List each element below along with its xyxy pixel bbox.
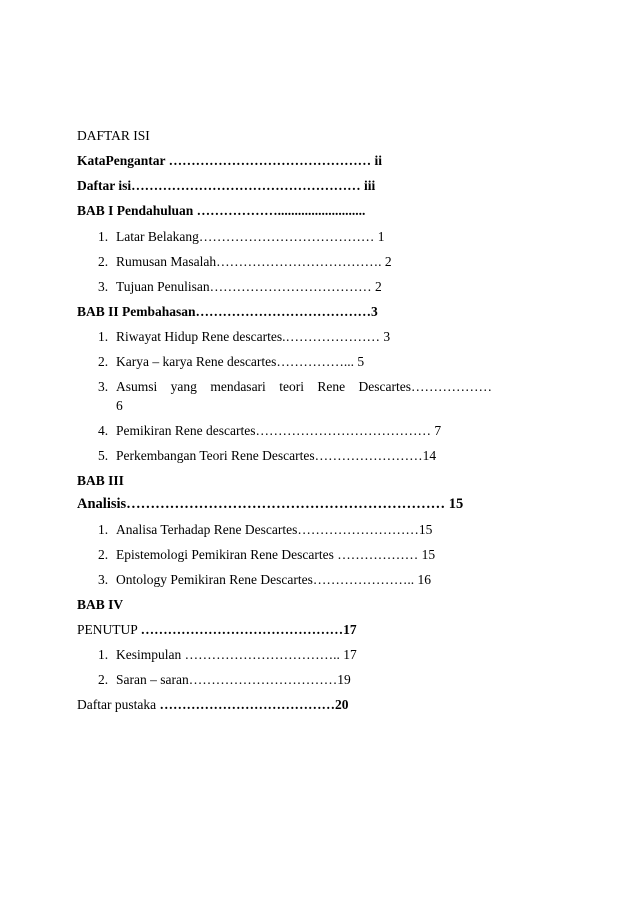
toc-entry-leader: …………………………………20	[159, 697, 349, 712]
toc-subentry-text: Pemikiran Rene descartes………………………………… 7	[116, 423, 442, 438]
toc-subentry-text: Perkembangan Teori Rene Descartes……………………14	[116, 448, 437, 463]
toc-subentry-text: Latar Belakang………………………………… 1	[116, 229, 385, 244]
toc-subentry-number: 2.	[98, 254, 109, 269]
toc-entry-kata-pengantar: KataPengantar ……………………………………… ii	[77, 153, 382, 168]
toc-subentry-text: Kesimpulan …………………………….. 17	[116, 647, 357, 662]
toc-subentry-text: Tujuan Penulisan……………………………… 2	[116, 279, 382, 294]
toc-subentry-number: 1.	[98, 329, 109, 344]
toc-subentry-number: 2.	[98, 354, 109, 369]
toc-subentry	[98, 378, 116, 396]
toc-subentry-number: 4.	[98, 423, 109, 438]
page-title: DAFTAR ISI	[77, 128, 150, 143]
toc-subentry-number: 2.	[98, 672, 109, 687]
toc-entry-daftar-pustaka	[77, 696, 348, 714]
toc-subentry	[98, 422, 441, 440]
toc-subentry	[98, 571, 431, 589]
toc-subentry	[98, 447, 436, 465]
toc-subentry-text: Karya – karya Rene descartes……………... 5	[116, 354, 365, 369]
toc-subentry-text: Analisa Terhadap Rene Descartes………………………15	[116, 522, 433, 537]
toc-subentry-number: 3.	[98, 279, 109, 294]
toc-entry-penutup	[77, 621, 357, 639]
toc-subentry-number: 2.	[98, 547, 109, 562]
toc-subentry-text: Ontology Pemikiran Rene Descartes………………….. 16	[116, 572, 431, 587]
toc-entry-bab-1: BAB I Pendahuluan ………………..........................	[77, 203, 366, 218]
toc-subentry-text: Saran – saran……………………………19	[116, 672, 351, 687]
toc-subentry-page: 6	[116, 398, 123, 413]
toc-subentry-number: 3.	[98, 572, 109, 587]
toc-subentry-text: Epistemologi Pemikiran Rene Descartes ……………… 15	[116, 547, 436, 562]
toc-subentry	[98, 253, 392, 271]
toc-subentry	[98, 646, 357, 664]
toc-entry-label: Daftar pustaka	[77, 697, 160, 712]
toc-entry-bab-2: BAB II Pembahasan…………………………………3	[77, 304, 378, 319]
toc-entry-label: PENUTUP	[77, 622, 141, 637]
toc-subentry-text: Riwayat Hidup Rene descartes.………………… 3	[116, 329, 391, 344]
toc-subentry	[98, 328, 390, 346]
toc-subentry-number: 1.	[98, 647, 109, 662]
toc-entry-bab-3: BAB III	[77, 473, 124, 488]
toc-subentry-number: 5.	[98, 448, 109, 463]
toc-subentry	[98, 521, 432, 539]
toc-entry-leader: ………………………………………17	[140, 622, 357, 637]
toc-subentry	[98, 671, 351, 689]
toc-entry-daftar-isi: Daftar isi…………………………………………… iii	[77, 178, 376, 193]
toc-entry-bab-4: BAB IV	[77, 597, 124, 612]
toc-subentry	[98, 353, 364, 371]
toc-subentry	[98, 228, 384, 246]
toc-entry-analisis: Analisis………………………………………………………… 15	[77, 496, 464, 512]
toc-subentry-text: Rumusan Masalah………………………………. 2	[116, 254, 392, 269]
toc-subentry-number: 1.	[98, 522, 109, 537]
toc-subentry	[98, 546, 435, 564]
toc-subentry-number: 3.	[98, 379, 109, 394]
toc-subentry	[98, 278, 382, 296]
toc-subentry-text: Asumsi yang mendasari teori Rene Descartes………………	[116, 379, 492, 394]
toc-subentry-number: 1.	[98, 229, 109, 244]
